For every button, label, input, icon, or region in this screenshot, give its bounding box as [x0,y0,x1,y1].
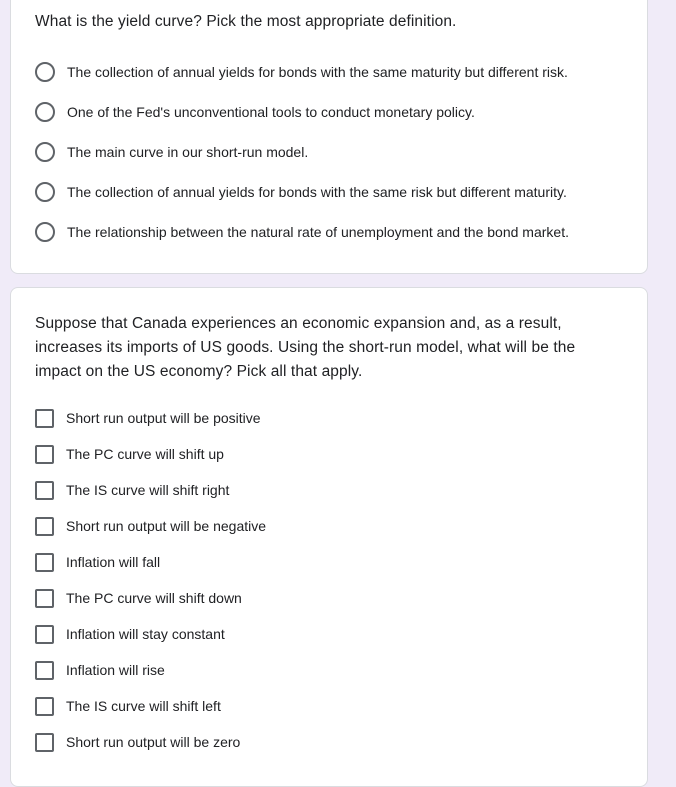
option-label: The collection of annual yields for bonds with the same risk but different maturity. [67,184,567,200]
checkbox[interactable] [35,589,54,608]
option-label: The PC curve will shift up [66,446,224,462]
checkbox-option[interactable] [35,550,160,574]
radio-option[interactable] [35,140,308,164]
checkbox-option[interactable] [35,622,225,646]
option-label: One of the Fed's unconventional tools to conduct monetary policy. [67,104,475,120]
question-title: What is the yield curve? Pick the most appropriate definition. [35,13,457,30]
option-label: Short run output will be positive [66,410,261,426]
checkbox-option[interactable] [35,478,229,502]
radio-button[interactable] [35,222,55,242]
checkbox[interactable] [35,625,54,644]
checkbox[interactable] [35,661,54,680]
option-label: Inflation will stay constant [66,626,225,642]
checkbox[interactable] [35,697,54,716]
checkbox[interactable] [35,733,54,752]
checkbox-option[interactable] [35,658,165,682]
checkbox[interactable] [35,481,54,500]
radio-option[interactable] [35,180,567,204]
option-label: Inflation will fall [66,554,161,570]
option-label: The IS curve will shift right [66,482,230,498]
checkbox[interactable] [35,445,54,464]
option-label: Inflation will rise [66,662,165,678]
checkbox[interactable] [35,409,54,428]
question-title: Suppose that Canada experiences an economic expansion and, as a result, increases its imports of US goods. Using the short-run model, what will be the impact on the US economy? Pick all that apply. [35,315,576,380]
radio-button[interactable] [35,62,55,82]
option-label: The collection of annual yields for bonds with the same maturity but different risk. [67,64,568,80]
checkbox-option[interactable] [35,730,240,754]
radio-option[interactable] [35,220,569,244]
option-label: The main curve in our short-run model. [67,144,309,160]
radio-button[interactable] [35,102,55,122]
checkbox-option[interactable] [35,406,261,430]
checkbox-option[interactable] [35,442,224,466]
radio-button[interactable] [35,182,55,202]
checkbox[interactable] [35,553,54,572]
radio-option[interactable] [35,60,568,84]
question-card-yield-curve [10,0,648,274]
radio-button[interactable] [35,142,55,162]
option-label: The relationship between the natural rate of unemployment and the bond market. [67,224,569,240]
radio-option[interactable] [35,100,475,124]
checkbox-option[interactable] [35,514,266,538]
option-label: Short run output will be zero [66,734,241,750]
checkbox-option[interactable] [35,694,221,718]
option-label: Short run output will be negative [66,518,267,534]
option-label: The PC curve will shift down [66,590,242,606]
checkbox-option[interactable] [35,586,242,610]
question-card-us-economy [10,287,648,787]
option-label: The IS curve will shift left [66,698,221,714]
checkbox[interactable] [35,517,54,536]
